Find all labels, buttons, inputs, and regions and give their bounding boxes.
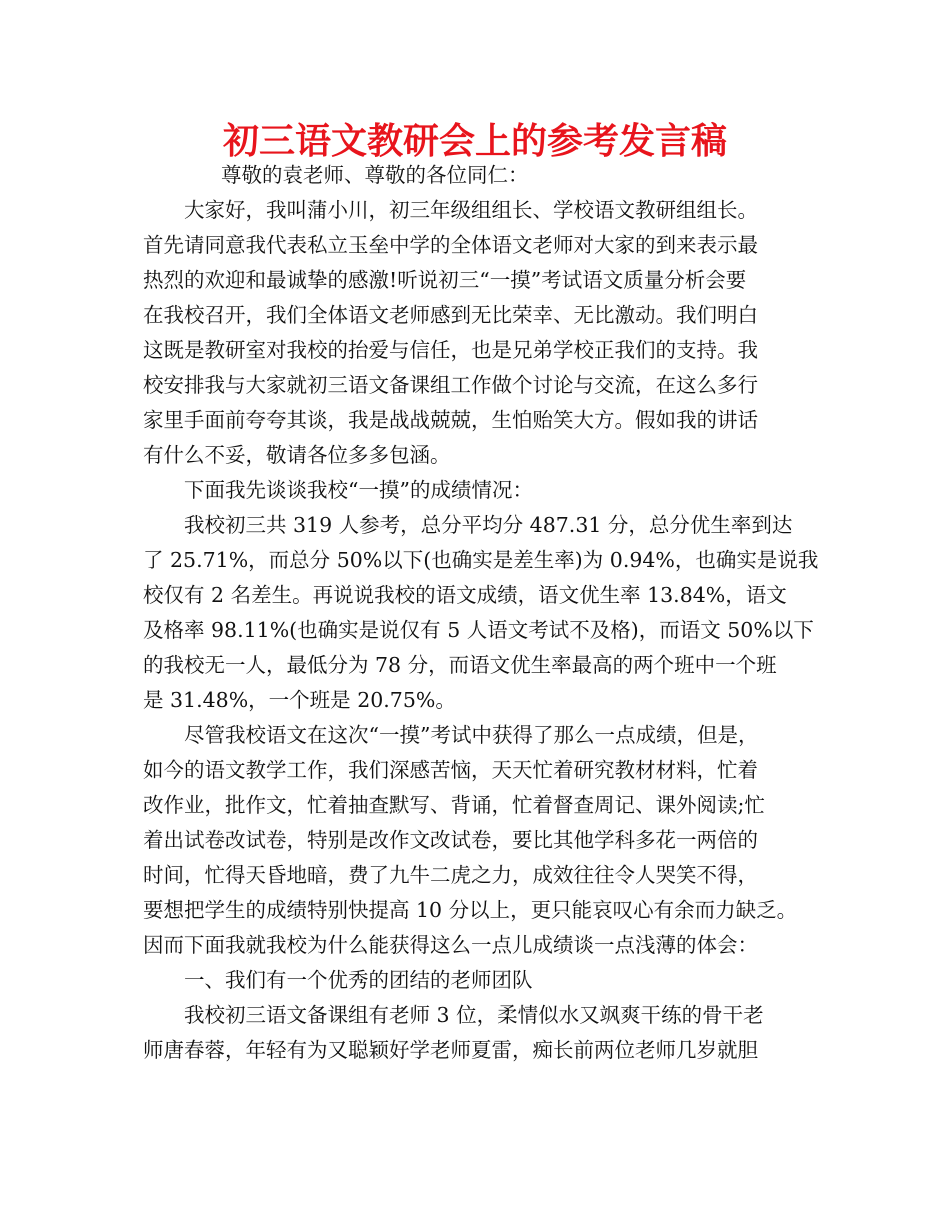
text-line-content: 一、我们有一个优秀的团结的老师团队 (184, 968, 533, 992)
text-line-content: 首先请同意我代表私立玉垒中学的全体语文老师对大家的到来表示最 (143, 233, 758, 257)
text-line-content: 时间，忙得天昏地暗，费了九牛二虎之力，成效往往令人哭笑不得， (143, 863, 758, 887)
text-line (143, 753, 833, 788)
text-line (143, 823, 833, 858)
text-line-content: 尽管我校语文在这次“一摸”考试中获得了那么一点成绩，但是， (184, 723, 759, 747)
text-line (143, 788, 833, 823)
text-line (143, 333, 833, 368)
text-line-content: 有什么不妥，敬请各位多多包涵。 (143, 443, 451, 467)
text-line-content: 如今的语文教学工作，我们深感苦恼，天天忙着研究教材材料，忙着 (143, 758, 758, 782)
text-line (143, 578, 833, 613)
text-line-content: 改作业，批作文，忙着抽查默写、背诵，忙着督查周记、课外阅读;忙 (143, 793, 765, 817)
text-line-content: 因而下面我就我校为什么能获得这么一点儿成绩谈一点浅薄的体会： (143, 933, 758, 957)
text-line (143, 963, 833, 998)
document-title: 初三语文教研会上的参考发言稿 (222, 121, 727, 162)
text-line (143, 298, 833, 333)
text-line-content: 校安排我与大家就初三语文备课组工作做个讨论与交流，在这么多行 (143, 373, 758, 397)
text-line-content: 了 25.71%，而总分 50%以下(也确实是差生率)为 0.94%，也确实是说我 (143, 548, 819, 572)
text-line-content: 是 31.48%，一个班是 20.75%。 (143, 688, 456, 712)
text-line (143, 263, 833, 298)
text-line-content: 大家好，我叫蒲小川，初三年级组组长、学校语文教研组组长。 (184, 198, 758, 222)
text-line (143, 158, 833, 193)
text-line (143, 893, 833, 928)
text-line (143, 998, 833, 1033)
text-line (143, 718, 833, 753)
text-line-content: 校仅有 2 名差生。再说说我校的语文成绩，语文优生率 13.84%，语文 (143, 583, 787, 607)
text-line-content: 的我校无一人，最低分为 78 分，而语文优生率最高的两个班中一个班 (143, 653, 777, 677)
text-line (143, 683, 833, 718)
document-body (143, 158, 833, 1068)
text-line (143, 543, 833, 578)
text-line (143, 403, 833, 438)
text-line-content: 我校初三语文备课组有老师 3 位，柔情似水又飒爽干练的骨干老 (184, 1003, 764, 1027)
text-line (143, 1033, 833, 1068)
text-line (143, 648, 833, 683)
text-line (143, 613, 833, 648)
text-line-content: 我校初三共 319 人参考，总分平均分 487.31 分，总分优生率到达 (184, 513, 793, 537)
text-line-content: 要想把学生的成绩特别快提高 10 分以上，更只能哀叹心有余而力缺乏。 (143, 898, 798, 922)
text-line-content: 着出试卷改试卷，特别是改作文改试卷，要比其他学科多花一两倍的 (143, 828, 758, 852)
text-line-content: 及格率 98.11%(也确实是说仅有 5 人语文考试不及格)，而语文 50%以下 (143, 618, 814, 642)
text-line-content: 热烈的欢迎和最诚挚的感激!听说初三“一摸”考试语文质量分析会要 (143, 268, 747, 292)
text-line-content: 在我校召开，我们全体语文老师感到无比荣幸、无比激动。我们明白 (143, 303, 758, 327)
text-line (143, 368, 833, 403)
text-line-content: 尊敬的袁老师、尊敬的各位同仁： (221, 163, 529, 187)
text-line (143, 228, 833, 263)
text-line (143, 473, 833, 508)
text-line (143, 438, 833, 473)
text-line-content: 下面我先谈谈我校“一摸”的成绩情况： (184, 478, 533, 502)
text-line (143, 508, 833, 543)
text-line (143, 193, 833, 228)
text-line (143, 858, 833, 893)
text-line-content: 这既是教研室对我校的抬爱与信任，也是兄弟学校正我们的支持。我 (143, 338, 758, 362)
text-line (143, 928, 833, 963)
text-line-content: 师唐春蓉，年轻有为又聪颖好学老师夏雷，痴长前两位老师几岁就胆 (143, 1038, 758, 1062)
text-line-content: 家里手面前夸夸其谈，我是战战兢兢，生怕贻笑大方。假如我的讲话 (143, 408, 758, 432)
